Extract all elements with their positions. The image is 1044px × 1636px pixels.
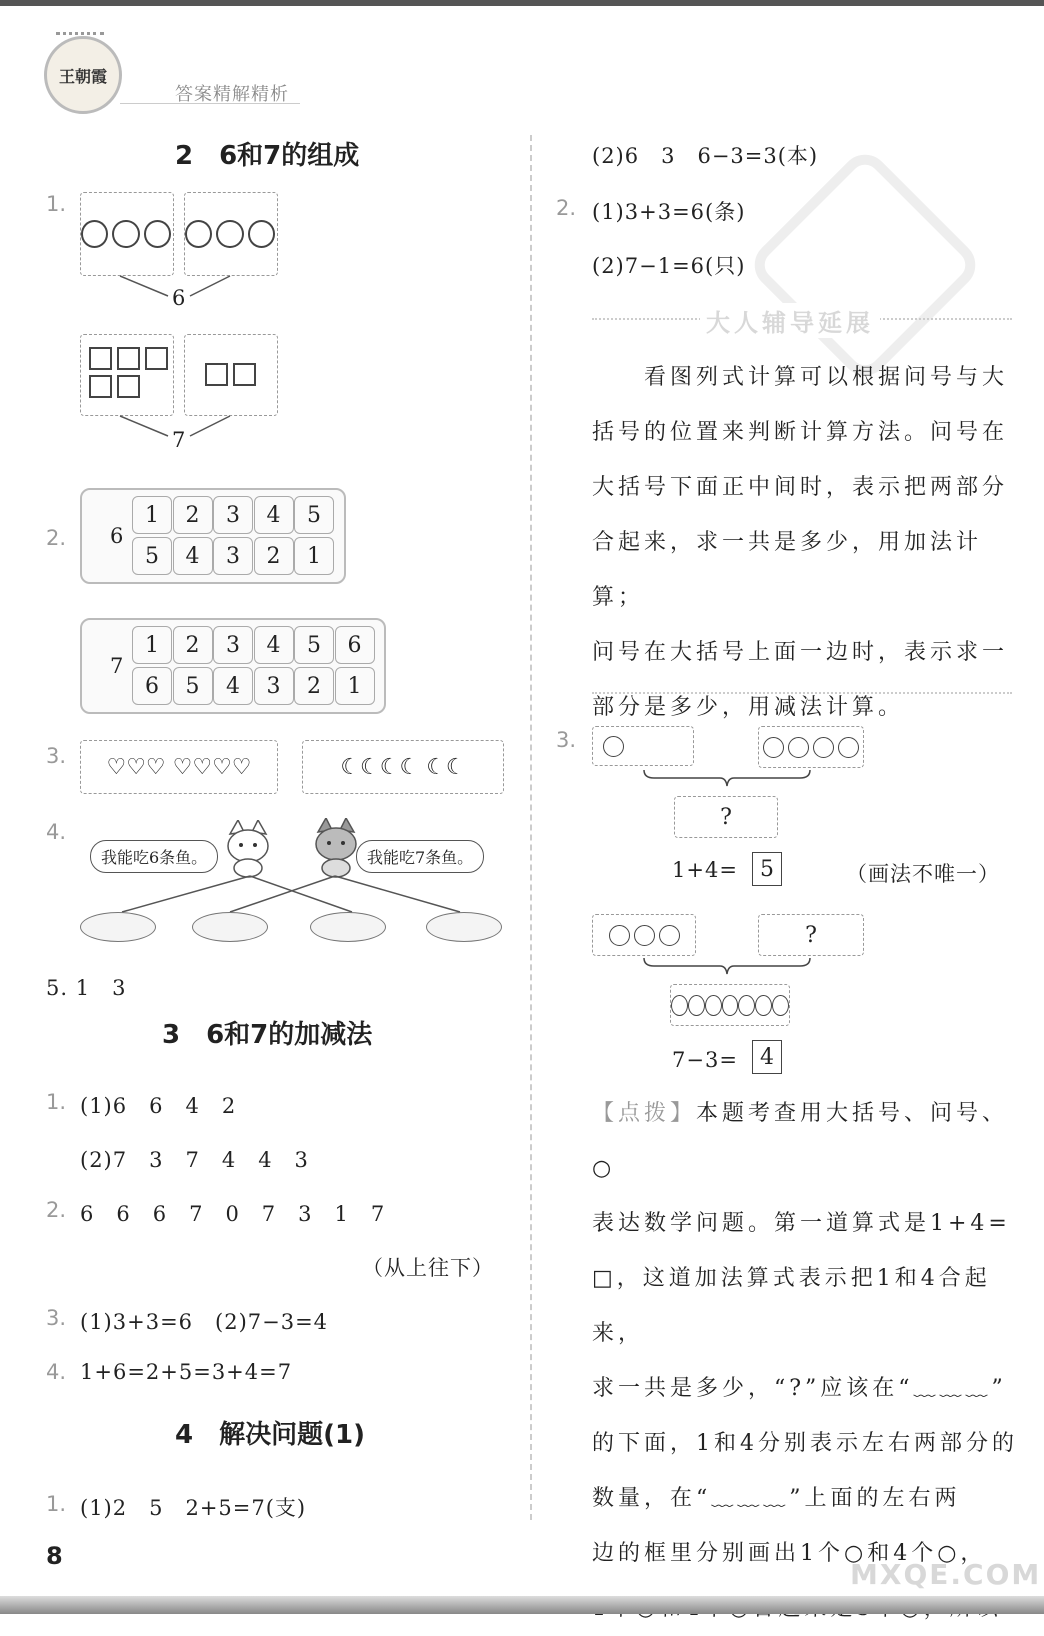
tip-label: 【点拨】 [592, 1101, 697, 1126]
para-line: 的下面，1和4分别表示左右两部分的 [592, 1431, 1018, 1456]
fish-plate [192, 912, 268, 942]
para-line: 括号的位置来判断计算方法。问号在 [592, 420, 1009, 445]
bottom-border [0, 1596, 1044, 1614]
tray-cell: 3 [213, 496, 253, 534]
banner-tutoring: 大人辅导延展 [700, 303, 880, 338]
question-box: ? [758, 914, 864, 956]
section-title-s4: 4 解决问题(1) [175, 1420, 365, 1450]
square-icon [117, 347, 140, 370]
sum-value: 6 [172, 286, 187, 310]
tray-label: 6 [110, 524, 125, 548]
circle-icon [216, 220, 243, 248]
circle-icon [185, 220, 212, 248]
tray-cell: 3 [254, 667, 294, 705]
tray-cell: 3 [213, 626, 253, 664]
fish-plate [80, 912, 156, 942]
question-number: 4. [46, 1360, 67, 1384]
question-box: ? [674, 796, 778, 838]
circle-icon [755, 995, 772, 1016]
answer-q5: 5. 1 3 [46, 976, 127, 1000]
total-box [670, 984, 790, 1026]
tray-cell: 3 [213, 537, 253, 575]
top-border [0, 0, 1044, 6]
tray-cell: 2 [173, 496, 213, 534]
matching-lines [80, 872, 500, 952]
para-line: 边的框里分别画出1个○和4个○， [592, 1541, 987, 1566]
tray-cell: 6 [335, 626, 375, 664]
question-number: 4. [46, 820, 67, 844]
question-number: 1. [46, 192, 67, 216]
brace-icon [642, 956, 812, 978]
explanation-paragraph [592, 350, 1022, 735]
box-right [758, 726, 864, 768]
square-icon [117, 375, 140, 398]
circle-icon [813, 737, 834, 758]
para-line: 部分是多少，用减法计算。 [592, 695, 905, 720]
tray-cell: 6 [132, 667, 172, 705]
question-number: 2. [46, 526, 67, 550]
answer-line: (2)7−1=6(只) [592, 254, 746, 278]
tray-cell: 4 [213, 667, 253, 705]
circle-icon [603, 736, 624, 757]
circle-icon [634, 925, 655, 946]
square-icon [205, 363, 228, 386]
speech-bubble-7-fish: 我能吃7条鱼。 [356, 840, 484, 873]
circle-icon [609, 925, 630, 946]
circle-icon [738, 995, 755, 1016]
square-group-right [184, 334, 278, 416]
tray-cell: 1 [294, 537, 334, 575]
question-number: 3. [46, 744, 67, 768]
para-line: 求一共是多少，“?”应该在“﹏﹏﹏” [592, 1376, 1007, 1401]
tray-cell: 4 [254, 496, 294, 534]
answer-line: (2)6 3 6−3=3(本) [592, 144, 819, 168]
column-divider [530, 135, 532, 1520]
tray-cell: 5 [173, 667, 213, 705]
brace-icon [642, 768, 812, 790]
circle-icon [659, 925, 680, 946]
hearts-box: ♡♡♡ ♡♡♡♡ [80, 740, 278, 794]
white-cat-icon [224, 820, 272, 878]
fish-plate [426, 912, 502, 942]
separator [592, 692, 1012, 694]
question-number: 2. [556, 196, 577, 220]
section-title-s2: 2 6和7的组成 [175, 141, 360, 171]
tray-cell: 2 [294, 667, 334, 705]
grey-cat-icon [312, 818, 360, 878]
square-icon [233, 363, 256, 386]
tray-cell: 5 [294, 626, 334, 664]
equation: 7−3= [672, 1048, 738, 1072]
tray-cell: 2 [173, 626, 213, 664]
brand-logo: 王朝霞 [44, 36, 122, 114]
answer-line: 6 6 6 7 0 7 3 1 7 [80, 1202, 386, 1226]
circle-icon [671, 995, 688, 1016]
header-underline [120, 103, 300, 104]
circle-icon [144, 220, 171, 248]
answer-note: （从上往下） [362, 1256, 494, 1280]
answer-line: 1+6=2+5=3+4=7 [80, 1360, 293, 1384]
para-line: 表达数学问题。第一道算式是1+4= [592, 1211, 1011, 1236]
circle-icon [688, 995, 705, 1016]
square-icon [89, 375, 112, 398]
tray-cell: 5 [132, 537, 172, 575]
para-line: 合起来，求一共是多少，用加法计算； [592, 530, 983, 610]
tray-cell: 1 [335, 667, 375, 705]
tray-cell: 1 [132, 626, 172, 664]
para-line: 【点拨】本题考查用大括号、问号、○ [592, 1101, 1009, 1181]
box-left [592, 726, 694, 766]
tray-cell: 2 [254, 537, 294, 575]
tray-cell: 1 [132, 496, 172, 534]
tray-cell: 4 [173, 537, 213, 575]
circle-icon [772, 995, 789, 1016]
circle-icon [763, 737, 784, 758]
para-line: □，这道加法算式表示把1和4合起来， [592, 1266, 991, 1346]
section-title-s3: 3 6和7的加减法 [162, 1020, 373, 1050]
circle-group-right [184, 192, 278, 276]
square-group-left [80, 334, 174, 416]
tray-cell: 5 [294, 496, 334, 534]
circle-icon [248, 220, 275, 248]
tray-label: 7 [110, 654, 125, 678]
circle-icon [81, 220, 108, 248]
para-line: 看图列式计算可以根据问号与大 [592, 365, 1009, 390]
para-line: 数量，在“﹏﹏﹏”上面的左右两 [592, 1486, 961, 1511]
para-line: 问号在大括号上面一边时，表示求一 [592, 640, 1009, 665]
question-number: 2. [46, 1198, 67, 1222]
circle-icon [705, 995, 722, 1016]
circle-group-left [80, 192, 174, 276]
fish-plate [310, 912, 386, 942]
square-icon [89, 347, 112, 370]
tip-paragraph [592, 1086, 1022, 1636]
tray-cell: 4 [254, 626, 294, 664]
answer-box: 4 [752, 1040, 782, 1074]
header-title: 答案精解精析 [175, 84, 289, 105]
box-left [592, 914, 696, 956]
answer-line: (1)3+3=6 (2)7−3=4 [80, 1310, 329, 1334]
answer-line: (2)7 3 7 4 4 3 [80, 1148, 309, 1172]
answer-line: (1)2 5 2+5=7(支) [80, 1496, 307, 1520]
speech-bubble-6-fish: 我能吃6条鱼。 [90, 840, 218, 873]
para-line: 大括号下面正中间时，表示把两部分 [592, 475, 1009, 500]
circle-icon [788, 737, 809, 758]
circle-icon [838, 737, 859, 758]
question-number: 3. [46, 1306, 67, 1330]
moons-box: ☾☾☾☾ ☾☾ [302, 740, 504, 794]
watermark-text: MXQE.COM [850, 1558, 1042, 1591]
equation: 1+4= [672, 858, 738, 882]
note: （画法不唯一） [846, 862, 1000, 886]
page-number: 8 [46, 1542, 63, 1570]
circle-icon [722, 995, 739, 1016]
circle-icon [112, 220, 139, 248]
question-number: 3. [556, 728, 577, 752]
question-number: 1. [46, 1492, 67, 1516]
answer-line: (1)3+3=6(条) [592, 200, 746, 224]
square-icon [145, 347, 168, 370]
question-number: 1. [46, 1090, 67, 1114]
answer-box: 5 [752, 852, 782, 886]
answer-line: (1)6 6 4 2 [80, 1094, 237, 1118]
sum-value: 7 [172, 428, 187, 452]
